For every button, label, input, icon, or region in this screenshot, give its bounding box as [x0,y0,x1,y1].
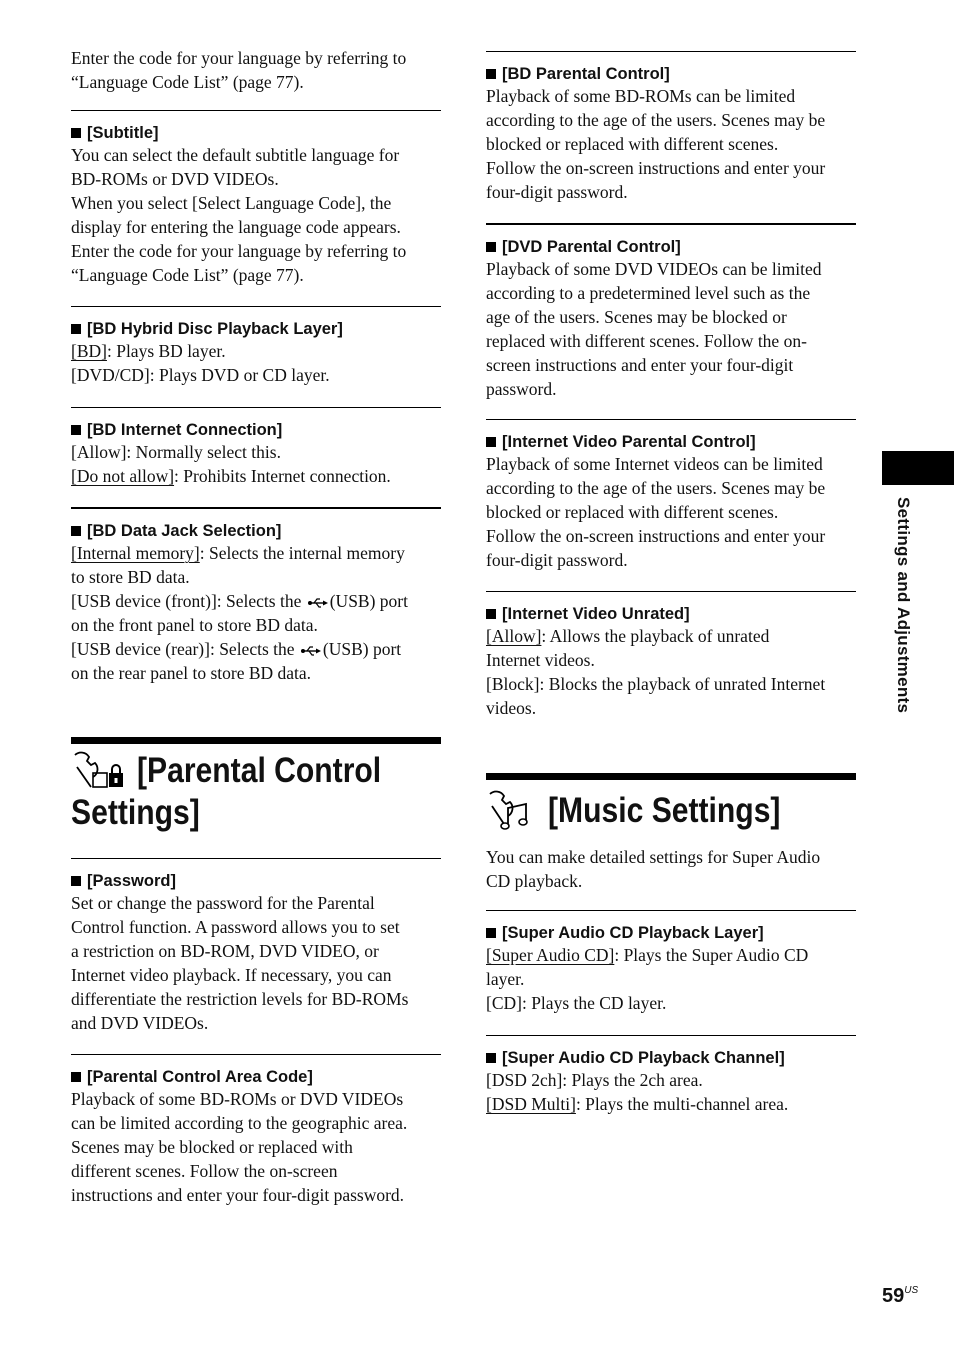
square-bullet-icon [71,526,81,536]
default-option: [DSD Multi] [486,1094,576,1114]
text-line: can be limited according to the geographic area. [71,1113,408,1133]
sacd-channel-section [486,1035,856,1116]
heading-text: Settings] [71,793,200,832]
option-desc: : Plays the multi-channel area. [575,1094,789,1114]
text-line: BD-ROMs or DVD VIDEOs. [71,169,279,189]
text-line: “Language Code List” (page 77). [71,72,304,92]
text-line: on the front panel to store BD data. [71,615,318,635]
default-option: [BD] [71,341,107,361]
hybrid-title: [BD Hybrid Disc Playback Layer] [87,320,343,338]
bdparental-title: [BD Parental Control] [502,65,670,83]
square-bullet-icon [486,928,496,938]
square-bullet-icon [71,425,81,435]
dvd-parental-section [486,223,856,401]
text-line: age of the users. Scenes may be blocked or [486,307,787,327]
option-desc: : Plays the Super Audio CD [614,945,809,965]
section-heading [486,237,856,257]
option-text: [USB device (rear)]: Selects the [71,639,295,659]
text-line: according to the age of the users. Scenes may be [486,478,826,498]
option-line [486,943,856,967]
text-line: screen instructions and enter your four-digit [486,355,794,375]
option-text: [USB device (front)]: Selects the [71,591,302,611]
square-bullet-icon [486,69,496,79]
heading-text: [Music Settings] [548,791,781,830]
page-number-value: 59 [882,1285,905,1307]
usb-icon [301,645,321,657]
ivparental-title: [Internet Video Parental Control] [502,433,756,451]
text-line: according to a predetermined level such as the [486,283,811,303]
page-region-suffix: US [904,1285,919,1296]
data-jack-section [71,507,441,685]
text-line: layer. [486,969,525,989]
music-intro [486,845,856,893]
text-line: instructions and enter your four-digit password. [71,1185,405,1205]
text-line: Internet videos. [486,650,595,670]
text-line: Playback of some BD-ROMs or DVD VIDEOs [71,1089,404,1109]
option-line [71,541,441,565]
option-text: (USB) port [329,591,408,611]
square-bullet-icon [71,876,81,886]
option-desc: : Selects the internal memory [199,543,405,563]
password-section [71,858,441,1035]
section-heading [71,420,441,440]
default-option: [Allow] [486,626,542,646]
section-heading [486,64,856,84]
text-line: You can select the default subtitle language for [71,145,400,165]
option-line: [CD]: Plays the CD layer. [486,993,667,1013]
wrench-lock-icon [71,751,127,791]
square-bullet-icon [486,437,496,447]
heading-line [486,790,856,832]
text-line: Follow the on-screen instructions and enter your [486,526,826,546]
hybrid-disc-section [71,306,441,387]
text-line: and DVD VIDEOs. [71,1013,209,1033]
dvdparental-title: [DVD Parental Control] [502,238,681,256]
text-line: differentiate the restriction levels for BD-ROMs [71,989,409,1009]
section-heading [71,319,441,339]
option-line [71,339,441,363]
chapter-tab [882,451,954,485]
subtitle-section [71,110,441,287]
text-line: four-digit password. [486,550,628,570]
datajack-title: [BD Data Jack Selection] [87,522,282,540]
option-line: [DSD 2ch]: Plays the 2ch area. [486,1070,703,1090]
text-line: videos. [486,698,537,718]
text-line: a restriction on BD-ROM, DVD VIDEO, or [71,941,379,961]
internet-title: [BD Internet Connection] [87,421,283,439]
option-text: (USB) port [322,639,402,659]
section-heading [486,1048,856,1068]
sacdchannel-title: [Super Audio CD Playback Channel] [502,1049,785,1067]
heading-line [71,792,441,834]
section-heading [486,432,856,452]
chapter-side-label: Settings and Adjustments [894,497,913,714]
section-heading [71,123,441,143]
wrench-music-note-icon [486,790,534,832]
square-bullet-icon [486,1053,496,1063]
text-line: four-digit password. [486,182,628,202]
area-code-section [71,1054,441,1207]
text-line: Enter the code for your language by referring to [71,241,407,261]
section-heading [71,521,441,541]
text-line: blocked or replaced with different scenes. [486,134,779,154]
password-title: [Password] [87,872,176,890]
text-line: Playback of some Internet videos can be limited [486,454,823,474]
text-line: You can make detailed settings for Super Audio [486,847,821,867]
usb-icon [308,597,328,609]
section-heading [486,604,856,624]
text-line: replaced with different scenes. Follow the on- [486,331,807,351]
square-bullet-icon [486,242,496,252]
text-line: Scenes may be blocked or replaced with [71,1137,353,1157]
text-line: Set or change the password for the Parental [71,893,375,913]
option-desc: : Prohibits Internet connection. [174,466,391,486]
text-line: to store BD data. [71,567,190,587]
text-line: Playback of some BD-ROMs can be limited [486,86,796,106]
sacd-layer-section [486,910,856,1015]
bd-parental-section [486,51,856,204]
intro-paragraph [71,46,441,94]
parental-settings-heading [71,737,441,834]
text-line: different scenes. Follow the on-screen [71,1161,338,1181]
text-line: Internet video playback. If necessary, you can [71,965,392,985]
section-heading [71,871,441,891]
sacdlayer-title: [Super Audio CD Playback Layer] [502,924,764,942]
page-number [882,1285,918,1308]
option-line [486,624,856,648]
square-bullet-icon [71,324,81,334]
text-line: CD playback. [486,871,583,891]
internet-connection-section [71,407,441,488]
section-heading [486,923,856,943]
section-heading [71,1067,441,1087]
default-option: [Super Audio CD] [486,945,615,965]
square-bullet-icon [71,1072,81,1082]
option-line [486,1092,856,1116]
subtitle-title: [Subtitle] [87,124,159,142]
music-settings-heading [486,773,856,832]
heading-text: [Parental Control [137,751,382,790]
internet-video-unrated-section [486,591,856,720]
text-line: according to the age of the users. Scenes may be [486,110,826,130]
text-line: display for entering the language code appears. [71,217,401,237]
heading-line [71,750,441,792]
text-line: Control function. A password allows you to set [71,917,400,937]
area-title: [Parental Control Area Code] [87,1068,313,1086]
text-line: “Language Code List” (page 77). [71,265,304,285]
square-bullet-icon [71,128,81,138]
option-desc: : Allows the playback of unrated [541,626,770,646]
text-line: Playback of some DVD VIDEOs can be limited [486,259,822,279]
option-line [71,637,441,661]
option-desc: : Plays BD layer. [106,341,226,361]
default-option: [Internal memory] [71,543,200,563]
option-line: [Allow]: Normally select this. [71,442,281,462]
text-line: password. [486,379,557,399]
text-line: Follow the on-screen instructions and enter your [486,158,826,178]
default-option: [Do not allow] [71,466,175,486]
text-line: on the rear panel to store BD data. [71,663,312,683]
option-line [71,589,441,613]
square-bullet-icon [486,609,496,619]
unrated-title: [Internet Video Unrated] [502,605,690,623]
option-line: [Block]: Blocks the playback of unrated Internet [486,674,826,694]
text-line: blocked or replaced with different scenes. [486,502,779,522]
option-line: [DVD/CD]: Plays DVD or CD layer. [71,365,330,385]
internet-video-parental-section [486,419,856,572]
option-line [71,464,441,488]
text-line: Enter the code for your language by referring to [71,48,407,68]
text-line: When you select [Select Language Code], the [71,193,392,213]
